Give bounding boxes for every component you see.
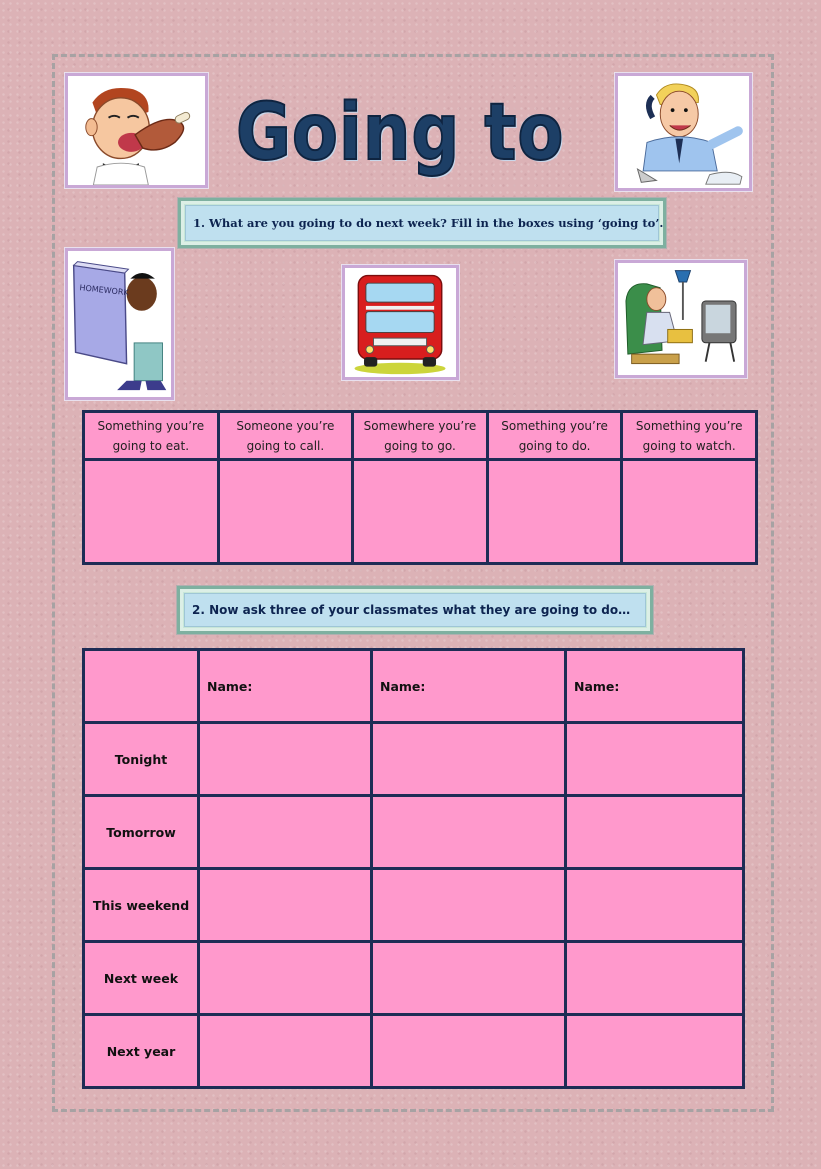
answer-cell[interactable] (199, 869, 372, 942)
exercise1-instruction-banner (178, 198, 666, 248)
exercise1-instruction: 1. What are you going to do next week? Fill in the boxes using ‘going to’. (193, 216, 664, 230)
answer-cell[interactable] (372, 942, 566, 1015)
exercise1-header-do: Something you’re going to do. (487, 412, 622, 460)
classmate-name-1[interactable]: Name: (199, 650, 372, 723)
row-label-tomorrow: Tomorrow (84, 796, 199, 869)
answer-cell[interactable] (566, 1015, 744, 1088)
page-title: Going to (236, 88, 565, 178)
exercise2-instruction-banner (177, 586, 653, 634)
row-label-next-year: Next year (84, 1015, 199, 1088)
exercise2-instruction: 2. Now ask three of your classmates what they are going to do… (192, 603, 631, 617)
answer-cell[interactable] (372, 869, 566, 942)
row-label-this-weekend: This weekend (84, 869, 199, 942)
exercise1-header-watch: Something you’re going to watch. (622, 412, 757, 460)
classmate-name-2[interactable]: Name: (372, 650, 566, 723)
homework-picture (65, 248, 174, 400)
man-eating-picture (65, 73, 208, 188)
answer-cell[interactable] (199, 723, 372, 796)
exercise2-table (82, 648, 745, 1089)
bus-picture (342, 265, 459, 380)
corner-cell (84, 650, 199, 723)
answer-box-do[interactable] (487, 460, 622, 564)
answer-cell[interactable] (199, 796, 372, 869)
watching-tv-picture (615, 260, 747, 378)
exercise1-header-eat: Something you’re going to eat. (84, 412, 219, 460)
answer-box-eat[interactable] (84, 460, 219, 564)
answer-cell[interactable] (372, 796, 566, 869)
answer-cell[interactable] (566, 796, 744, 869)
row-label-tonight: Tonight (84, 723, 199, 796)
answer-cell[interactable] (566, 723, 744, 796)
answer-box-go[interactable] (353, 460, 488, 564)
classmate-name-3[interactable]: Name: (566, 650, 744, 723)
homework-book-label: HOMEWORK (79, 283, 130, 298)
answer-box-watch[interactable] (622, 460, 757, 564)
answer-cell[interactable] (199, 942, 372, 1015)
row-label-next-week: Next week (84, 942, 199, 1015)
answer-cell[interactable] (566, 942, 744, 1015)
exercise1-header-call: Someone you’re going to call. (218, 412, 353, 460)
exercise1-table (82, 410, 758, 565)
answer-box-call[interactable] (218, 460, 353, 564)
answer-cell[interactable] (199, 1015, 372, 1088)
answer-cell[interactable] (372, 1015, 566, 1088)
man-on-phone-picture (615, 73, 752, 191)
exercise1-header-go: Somewhere you’re going to go. (353, 412, 488, 460)
answer-cell[interactable] (372, 723, 566, 796)
answer-cell[interactable] (566, 869, 744, 942)
